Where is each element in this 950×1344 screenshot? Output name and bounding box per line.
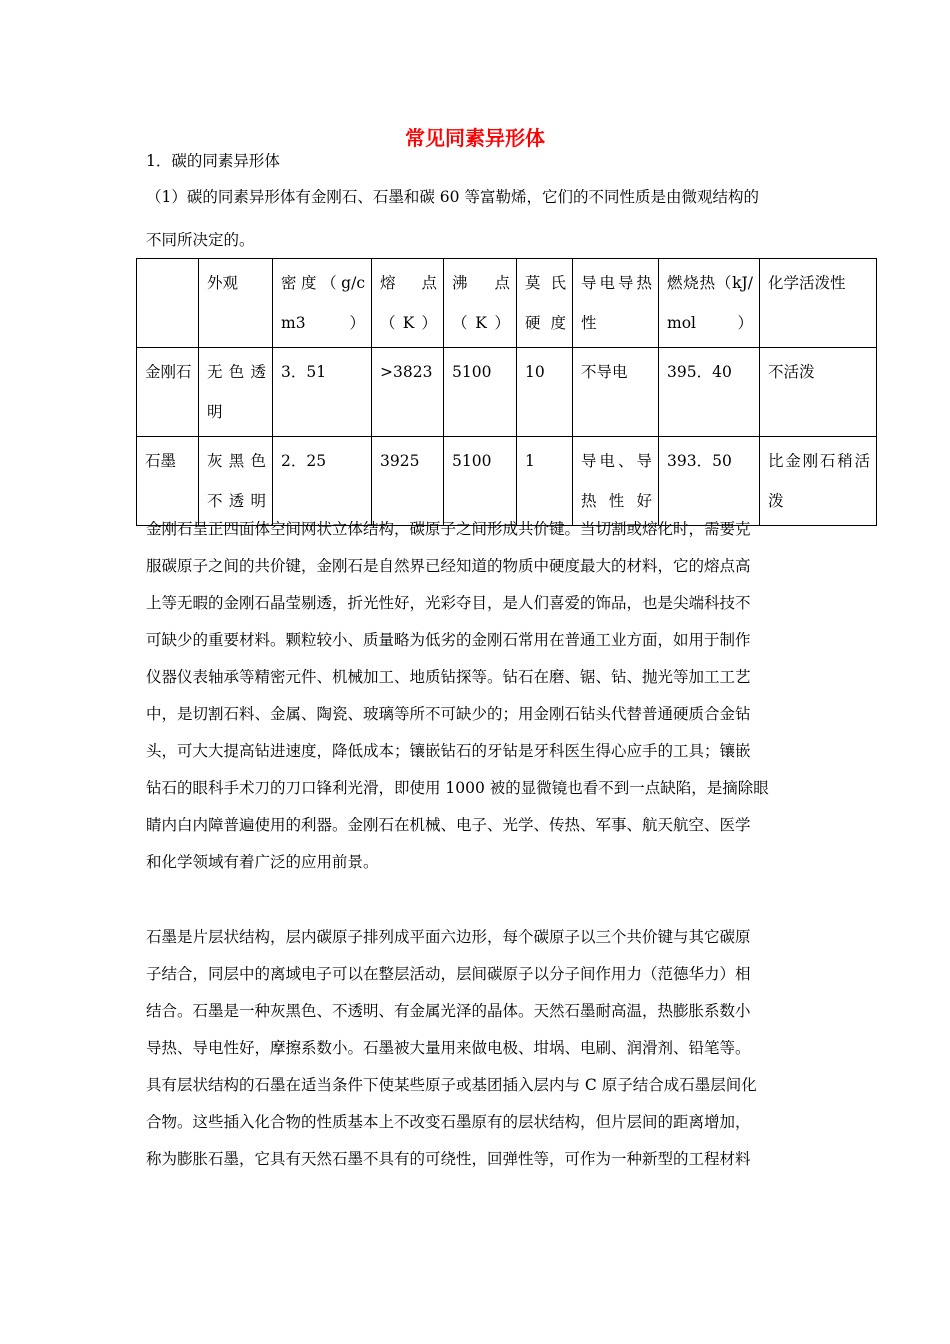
- table-header-cell: 沸点（K）: [444, 259, 517, 348]
- paragraph-line: 和化学领域有着广泛的应用前景。: [146, 853, 379, 871]
- paragraph-line: 子结合，同层中的离域电子可以在整层活动，层间碳原子以分子间作用力（范德华力）相: [146, 965, 751, 983]
- table-cell: 导电、导热性好: [573, 437, 659, 526]
- table-cell: 5100: [444, 437, 517, 526]
- table-header-cell: 外观: [199, 259, 273, 348]
- table-cell: 比金刚石稍活泼: [760, 437, 877, 526]
- table-header-cell: [137, 259, 199, 348]
- table-cell: 不活泼: [760, 348, 877, 437]
- table-cell: 393．50: [659, 437, 760, 526]
- paragraph-line: 钻石的眼科手术刀的刀口锋利光滑，即使用 1000 被的显微镜也看不到一点缺陷，是摘除眼: [146, 779, 769, 797]
- table-cell: 灰黑色不透明: [199, 437, 273, 526]
- paragraph-line: 中，是切割石料、金属、陶瓷、玻璃等所不可缺少的；用金刚石钻头代替普通硬质合金钻: [146, 705, 751, 723]
- page-title: 常见同素异形体: [405, 126, 545, 150]
- table-cell: 石墨: [137, 437, 199, 526]
- table-cell: >3823: [372, 348, 444, 437]
- paragraph-line: 头，可大大提高钻进速度，降低成本；镶嵌钻石的牙钻是牙科医生得心应手的工具；镶嵌: [146, 742, 751, 760]
- table-cell: 3925: [372, 437, 444, 526]
- paragraph-line: 上等无暇的金刚石晶莹剔透，折光性好，光彩夺目，是人们喜爱的饰品，也是尖端科技不: [146, 594, 751, 612]
- paragraph-line: 睛内白内障普遍使用的利器。金刚石在机械、电子、光学、传热、军事、航天航空、医学: [146, 816, 751, 834]
- table-header-cell: 密度（g/cm3）: [273, 259, 372, 348]
- paragraph-line: 服碳原子之间的共价键，金刚石是自然界已经知道的物质中硬度最大的材料，它的熔点高: [146, 557, 751, 575]
- paragraph-line: 仪器仪表轴承等精密元件、机械加工、地质钻探等。钻石在磨、锯、钻、抛光等加工工艺: [146, 668, 751, 686]
- table-header-cell: 燃烧热（kJ/mol）: [659, 259, 760, 348]
- table-cell: 10: [517, 348, 573, 437]
- table-cell: 395．40: [659, 348, 760, 437]
- carbon-allotrope-table: [136, 258, 877, 526]
- paragraph-line: 可缺少的重要材料。颗粒较小、质量略为低劣的金刚石常用在普通工业方面，如用于制作: [146, 631, 751, 649]
- section-heading: 1．碳的同素异形体: [146, 152, 280, 170]
- table-cell: 1: [517, 437, 573, 526]
- table-cell: 5100: [444, 348, 517, 437]
- paragraph-line: 具有层状结构的石墨在适当条件下使某些原子或基团插入层内与 C 原子结合成石墨层间化: [146, 1076, 757, 1094]
- table-row: [137, 348, 877, 437]
- paragraph-line: 结合。石墨是一种灰黑色、不透明、有金属光泽的晶体。天然石墨耐高温，热膨胀系数小: [146, 1002, 751, 1020]
- paragraph-line: 金刚石呈正四面体空间网状立体结构，碳原子之间形成共价键。当切割或熔化时，需要克: [146, 520, 751, 538]
- diamond-paragraph: [146, 511, 806, 881]
- table-header-cell: 莫氏硬度: [517, 259, 573, 348]
- paragraph-line: 合物。这些插入化合物的性质基本上不改变石墨原有的层状结构，但片层间的距离增加，: [146, 1113, 751, 1131]
- intro-line: 不同所决定的。: [146, 231, 255, 249]
- table-cell: 3．51: [273, 348, 372, 437]
- table-header-cell: 化学活泼性: [760, 259, 877, 348]
- table-cell: 金刚石: [137, 348, 199, 437]
- table-header-cell: 熔点（K）: [372, 259, 444, 348]
- paragraph-line: 石墨是片层状结构，层内碳原子排列成平面六边形，每个碳原子以三个共价键与其它碳原: [146, 928, 751, 946]
- table-cell: 无色透明: [199, 348, 273, 437]
- table-cell: 不导电: [573, 348, 659, 437]
- table-header-row: [137, 259, 877, 348]
- paragraph-line: 称为膨胀石墨，它具有天然石墨不具有的可绕性，回弹性等，可作为一种新型的工程材料: [146, 1150, 751, 1168]
- intro-line: （1）碳的同素异形体有金刚石、石墨和碳 60 等富勒烯，它们的不同性质是由微观结构的: [146, 188, 759, 206]
- graphite-paragraph: [146, 919, 806, 1178]
- paragraph-line: 导热、导电性好，摩擦系数小。石墨被大量用来做电极、坩埚、电刷、润滑剂、铅笔等。: [146, 1039, 751, 1057]
- table-cell: 2．25: [273, 437, 372, 526]
- table-header-cell: 导电导热性: [573, 259, 659, 348]
